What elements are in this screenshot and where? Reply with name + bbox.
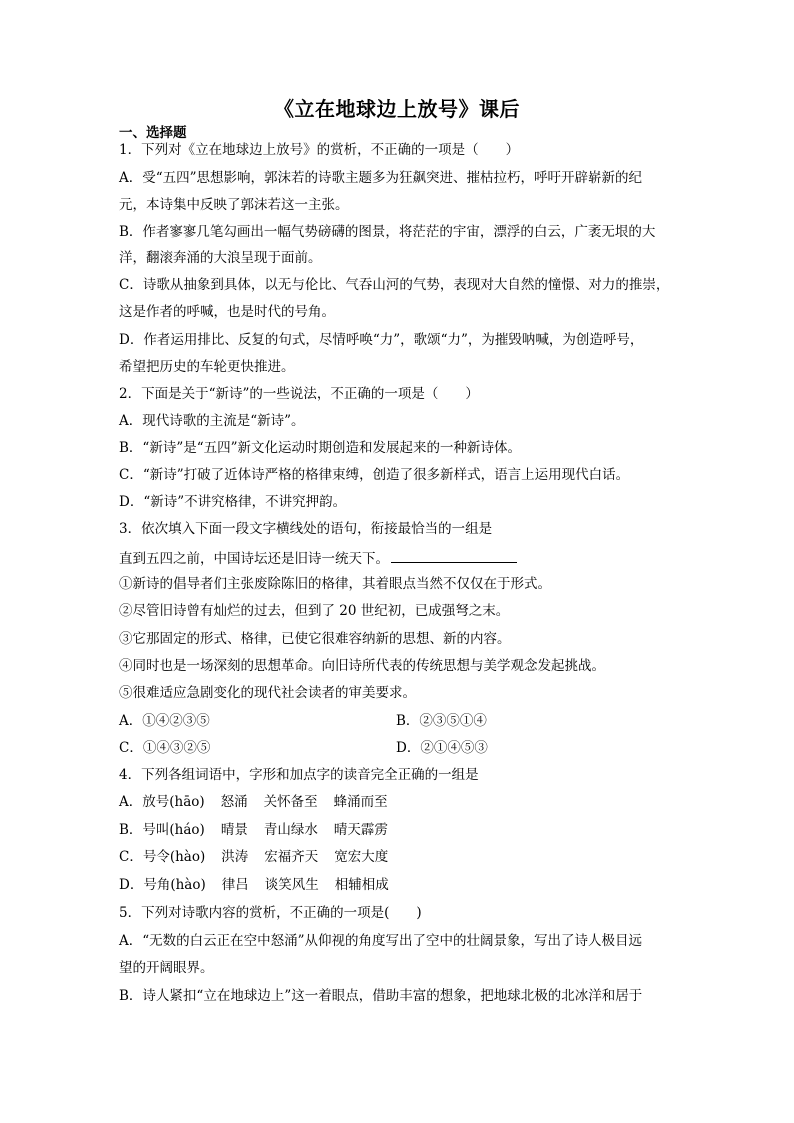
q4-b-word-1: B．号叫(háo) [119,822,205,838]
question-2-option-d: D．“新诗”不讲究格律，不讲究押韵。 [119,494,347,510]
question-3-sentence-4: ④同时也是一场深刻的思想革命。向旧诗所代表的传统思想与美学观念发起挑战。 [119,658,605,674]
section-heading: 一、选择题 [119,125,187,141]
q4-c-word-4: 宽宏大度 [334,849,389,865]
question-5-stem: 5．下列对诗歌内容的赏析，不正确的一项是( ) [119,905,422,921]
question-2-stem: 2．下面是关于“新诗”的一些说法，不正确的一项是（ ） [119,386,479,402]
fill-in-blank [391,548,517,563]
question-3-passage-text: 直到五四之前，中国诗坛还是旧诗一统天下。 [119,551,389,567]
question-1-option-d-cont: 希望把历史的车轮更快推进。 [119,359,295,375]
q4-d-word-2: 律吕 [221,877,249,893]
question-3-sentence-5: ⑤很难适应急剧变化的现代社会读者的审美要求。 [119,685,416,701]
question-3-option-a: A．①④②③⑤ [119,713,210,729]
question-4-option-b [119,821,388,839]
q4-d-word-1: D．号角(hào) [119,877,206,893]
question-4-stem: 4．下列各组词语中，字形和加点字的读音完全正确的一组是 [119,767,479,783]
q4-a-word-1: A．放号(hāo) [119,794,205,810]
question-3-option-d: D．②①④⑤③ [396,740,488,756]
page-title: 《立在地球边上放号》课后 [274,97,520,121]
question-1-option-a: A．受“五四”思想影响，郭沫若的诗歌主题多为狂飙突进、摧枯拉朽，呼吁开辟崭新的纪 [119,170,643,186]
question-5-option-a-cont: 望的开阔眼界。 [119,960,214,976]
q4-b-word-3: 青山绿水 [263,822,318,838]
question-1-option-b-cont: 洋，翻滚奔涌的大浪呈现于面前。 [119,250,322,266]
q4-a-word-2: 怒涌 [220,794,248,810]
question-3-passage [119,548,517,568]
q4-c-word-1: C．号令(hào) [119,849,206,865]
question-2-option-b: B．“新诗”是“五四”新文化运动时期创造和发展起来的一种新诗体。 [119,440,522,456]
q4-a-word-4: 蜂涌而至 [333,794,388,810]
question-1-option-a-cont: 元，本诗集中反映了郭沫若这一主张。 [119,197,349,213]
question-3-stem: 3．依次填入下面一段文字横线处的语句，衔接最恰当的一组是 [119,521,493,537]
question-3-option-b: B．②③⑤①④ [396,713,487,729]
question-3-sentence-2: ②尽管旧诗曾有灿烂的过去，但到了 20 世纪初，已成强弩之末。 [119,603,510,619]
question-1-option-d: D．作者运用排比、反复的句式，尽情呼唤“力”，歌颂“力”，为摧毁呐喊，为创造呼号， [119,332,644,348]
question-1-stem: 1．下列对《立在地球边上放号》的赏析，不正确的一项是（ ） [119,142,520,158]
q4-a-word-3: 关怀备至 [263,794,318,810]
q4-c-word-2: 洪涛 [221,849,249,865]
question-5-option-b: B．诗人紧扣“立在地球边上”这一着眼点，借助丰富的想象，把地球北极的北冰洋和居于 [119,988,643,1004]
q4-d-word-4: 相辅相成 [334,877,389,893]
question-2-option-c: C．“新诗”打破了近体诗严格的格律束缚，创造了很多新样式，语言上运用现代白话。 [119,467,630,483]
question-4-option-d [119,876,389,894]
question-3-option-c: C．①④③②⑤ [119,740,211,756]
question-1-option-b: B．作者寥寥几笔勾画出一幅气势磅礴的图景，将茫茫的宇宙，漂浮的白云，广袤无垠的大 [119,224,656,240]
q4-b-word-2: 晴景 [220,822,248,838]
question-1-option-c-cont: 这是作者的呼喊，也是时代的号角。 [119,304,335,320]
q4-c-word-3: 宏福齐天 [264,849,319,865]
question-3-sentence-3: ③它那固定的形式、格律，已使它很难容纳新的思想、新的内容。 [119,631,511,647]
question-1-option-c: C．诗歌从抽象到具体，以无与伦比、气吞山河的气势，表现对大自然的憧憬、对力的推崇， [119,277,670,293]
q4-d-word-3: 谈笑风生 [264,877,319,893]
question-5-option-a: A．“无数的白云正在空中怒涌”从仰视的角度写出了空中的壮阔景象，写出了诗人极目远 [119,933,643,949]
question-3-sentence-1: ①新诗的倡导者们主张废除陈旧的格律，其着眼点当然不仅仅在于形式。 [119,576,551,592]
q4-b-word-4: 晴天霹雳 [333,822,388,838]
question-2-option-a: A．现代诗歌的主流是“新诗”。 [119,413,305,429]
question-4-option-a [119,793,388,811]
question-4-option-c [119,848,388,866]
